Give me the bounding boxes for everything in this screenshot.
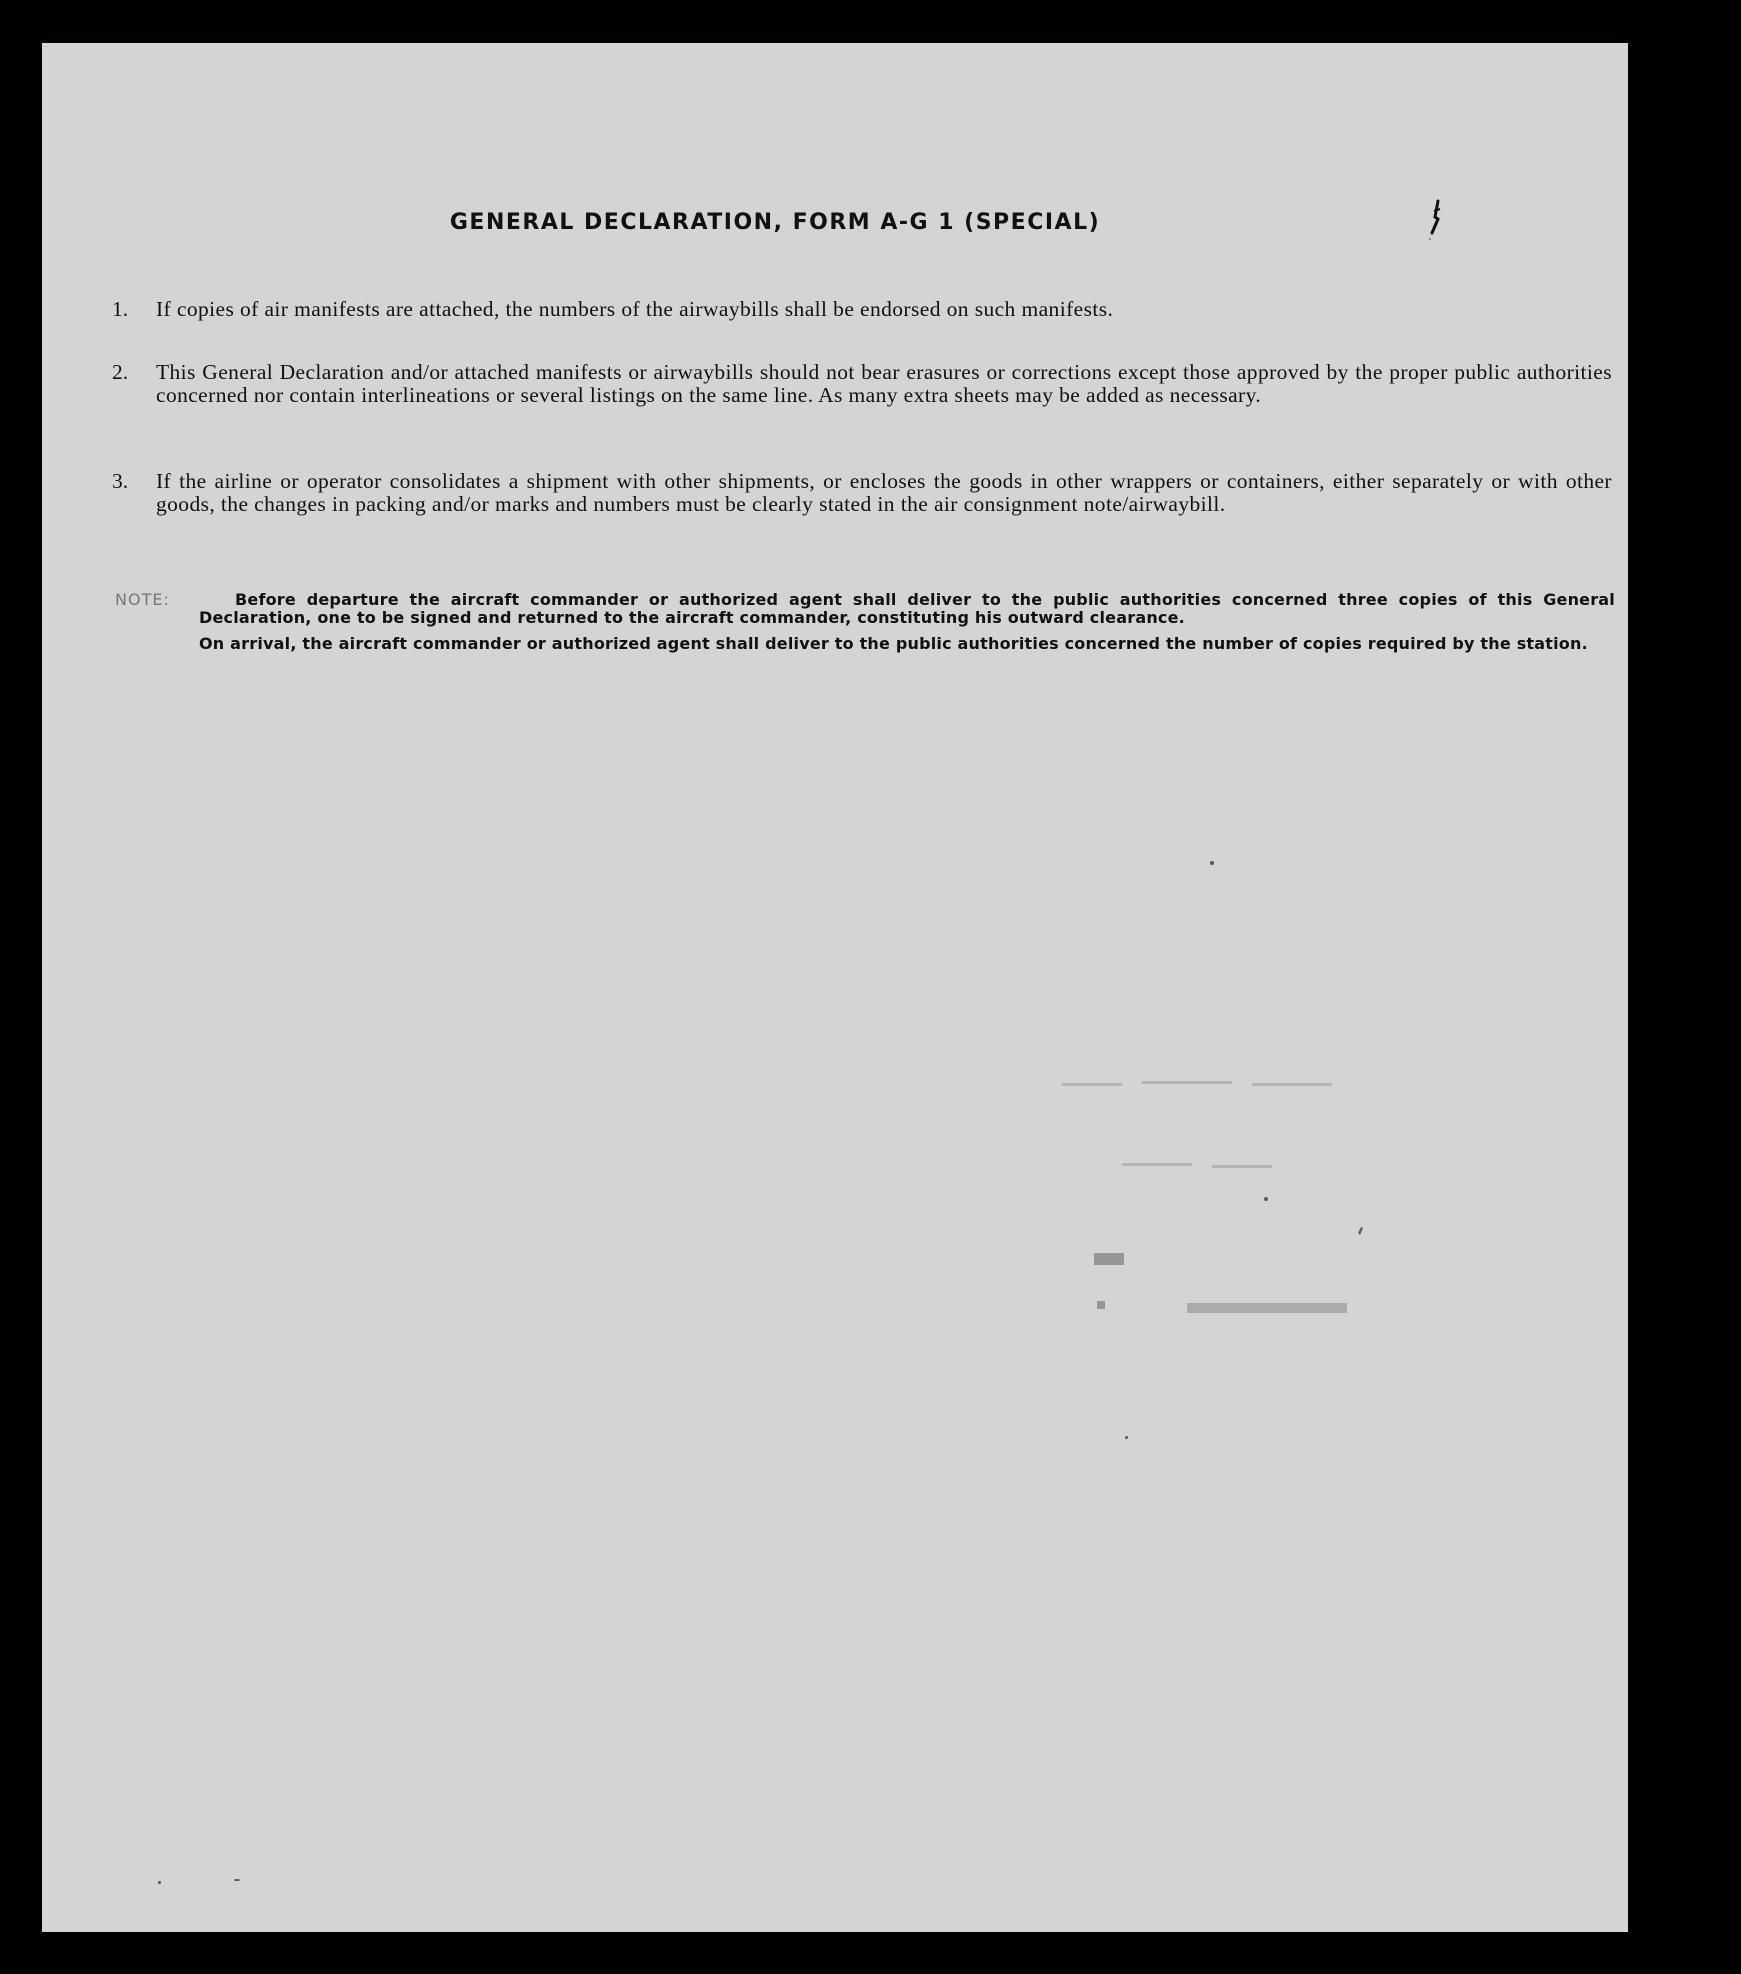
instruction-number: 1. [112,297,129,321]
scan-speck [1125,1436,1128,1439]
form-page [42,43,1628,1932]
instruction-item-1 [112,298,1612,321]
note-label: NOTE: [115,590,170,609]
form-title: GENERAL DECLARATION, FORM A-G 1 (SPECIAL) [449,210,1101,235]
instruction-text: If copies of air manifests are attached, the numbers of the airwaybills shall be endorsed on such manifests. [156,297,1114,321]
instruction-number: 2. [112,360,129,384]
note-block [115,591,1615,653]
faded-stamp-imprint [1042,1053,1482,1313]
instruction-item-2 [112,361,1612,407]
instruction-number: 3. [112,469,129,493]
instruction-text: If the airline or operator consolidates a shipment with other shipments, or encloses the goods in other wrappers or containers, either separately or with other goods, the changes in packing and/or marks and numbers must be clearly stated in the air consignment note/airwaybill. [156,469,1612,516]
handwritten-check-mark [1426,199,1446,243]
note-paragraph-departure: Before departure the aircraft commander or authorized agent shall deliver to the public authorities concerned three copies of this General Declaration, one to be signed and returned to the aircraft commander, constituting his outward clearance. [199,590,1615,627]
instruction-text: This General Declaration and/or attached manifests or airwaybills should not bear erasures or corrections except those approved by the proper public authorities concerned nor contain interlineations or several listings on the same line. As many extra sheets may be added as necessary. [156,360,1612,407]
scan-speck [234,1879,240,1881]
scan-speck [158,1881,161,1884]
note-paragraph-arrival: On arrival, the aircraft commander or authorized agent shall deliver to the public authorities concerned the number of copies required by the station. [199,634,1588,653]
instruction-item-3 [112,470,1612,516]
scan-speck [1210,861,1214,865]
